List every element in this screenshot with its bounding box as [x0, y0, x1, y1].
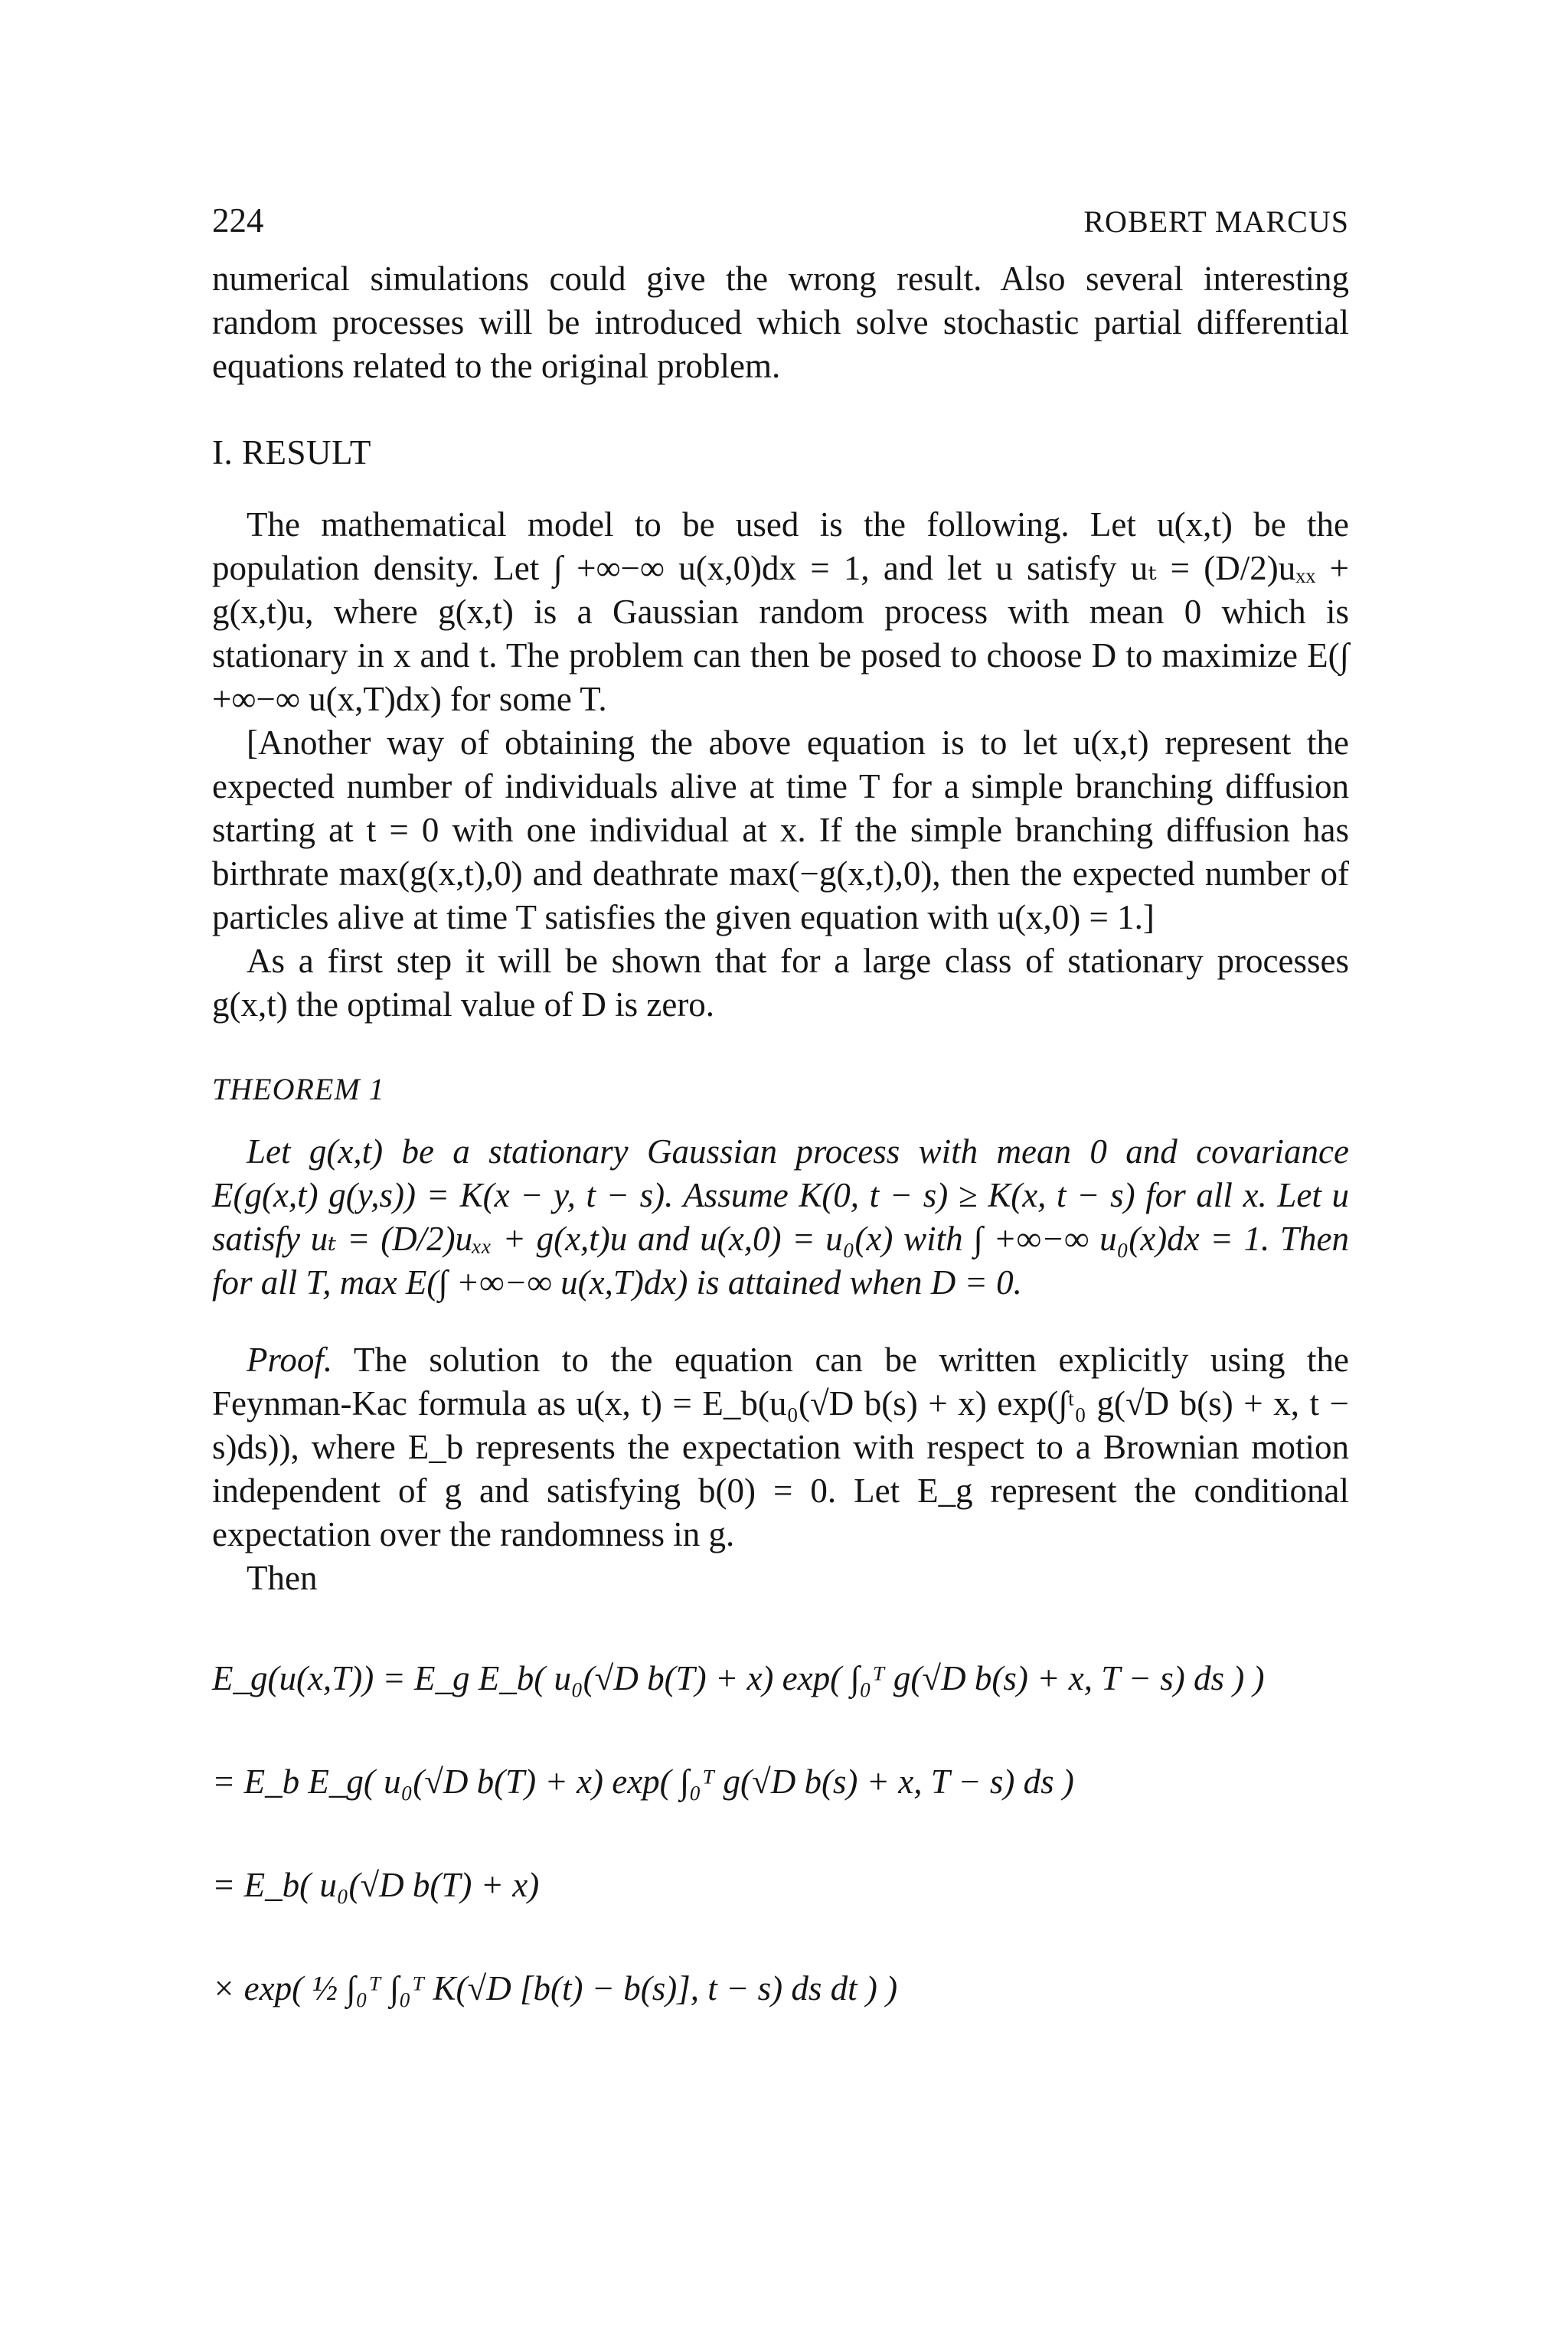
equation-block — [212, 1640, 1349, 2053]
intro-paragraph: numerical simulations could give the wrong result. Also several interesting random processes will be introduced which solve stochastic partial differential equations related to the original problem. — [212, 260, 1349, 385]
page-number: 224 — [212, 201, 264, 240]
equation-line-1: E_g(u(x,T)) = E_g E_b( u₀(√D b(T) + x) exp( ∫₀ᵀ g(√D b(s) + x, T − s) ds ) ) — [212, 1659, 1265, 1697]
theorem-body: Let g(x,t) be a stationary Gaussian process with mean 0 and covariance E(g(x,t) g(y,s)) = K(x − y, t − s). Assume K(0, t − s) ≥ K(x, t − s) for all x. Let u satisfy uₜ = (D/2)uₓₓ + g(x,t)u and u(x,0) = u₀(x) with ∫ +∞−∞ u₀(x)dx = 1. Then for all T, max E(∫ +∞−∞ u(x,T)dx) is attained when D = 0. — [212, 1132, 1349, 1302]
proof-text: The solution to the equation can be written explicitly using the Feynman-Kac formula as u(x, t) = E_b(u₀(√D b(s) + x) exp(∫ᵗ₀ g(√D b(s) + x, t − s)ds)), where E_b represents the expectation with respect to a Brownian motion independent of g and satisfying b(0) = 0. Let E_g represent the conditional expectation over the randomness in g. — [212, 1341, 1349, 1553]
page — [212, 201, 1349, 2053]
equation-line-2: = E_b E_g( u₀(√D b(T) + x) exp( ∫₀ᵀ g(√D b(s) + x, T − s) ds ) — [212, 1762, 1074, 1801]
equation-line-3: = E_b( u₀(√D b(T) + x) — [212, 1866, 540, 1904]
theorem-title: THEOREM 1 — [212, 1072, 385, 1106]
proof-paragraph — [212, 1338, 1349, 1557]
section-heading: I. RESULT — [212, 433, 371, 472]
first-step-paragraph: As a first step it will be shown that for a large class of stationary processes g(x,t) the optimal value of D is zero. — [212, 942, 1349, 1024]
proof-label: Proof. — [247, 1341, 333, 1379]
then-line: Then — [247, 1559, 318, 1597]
equation-line-4: × exp( ½ ∫₀ᵀ ∫₀ᵀ K(√D [b(t) − b(s)], t − s) ds dt ) ) — [212, 1969, 898, 2007]
branching-paragraph: [Another way of obtaining the above equation is to let u(x,t) represent the expected number of individuals alive at time T for a simple branching diffusion starting at t = 0 with one individual at x. If the simple branching diffusion has birthrate max(g(x,t),0) and deathrate max(−g(x,t),0), then the expected number of particles alive at time T satisfies the given equation with u(x,0) = 1.] — [212, 724, 1349, 936]
running-author: ROBERT MARCUS — [1083, 204, 1349, 239]
model-paragraph: The mathematical model to be used is the following. Let u(x,t) be the population density. Let ∫ +∞−∞ u(x,0)dx = 1, and let u satisfy uₜ = (D/2)uₓₓ + g(x,t)u, where g(x,t) is a Gaussian random process with mean 0 which is stationary in x and t. The problem can then be posed to choose D to maximize E(∫ +∞−∞ u(x,T)dx) for some T. — [212, 505, 1349, 718]
running-head — [212, 201, 1349, 247]
